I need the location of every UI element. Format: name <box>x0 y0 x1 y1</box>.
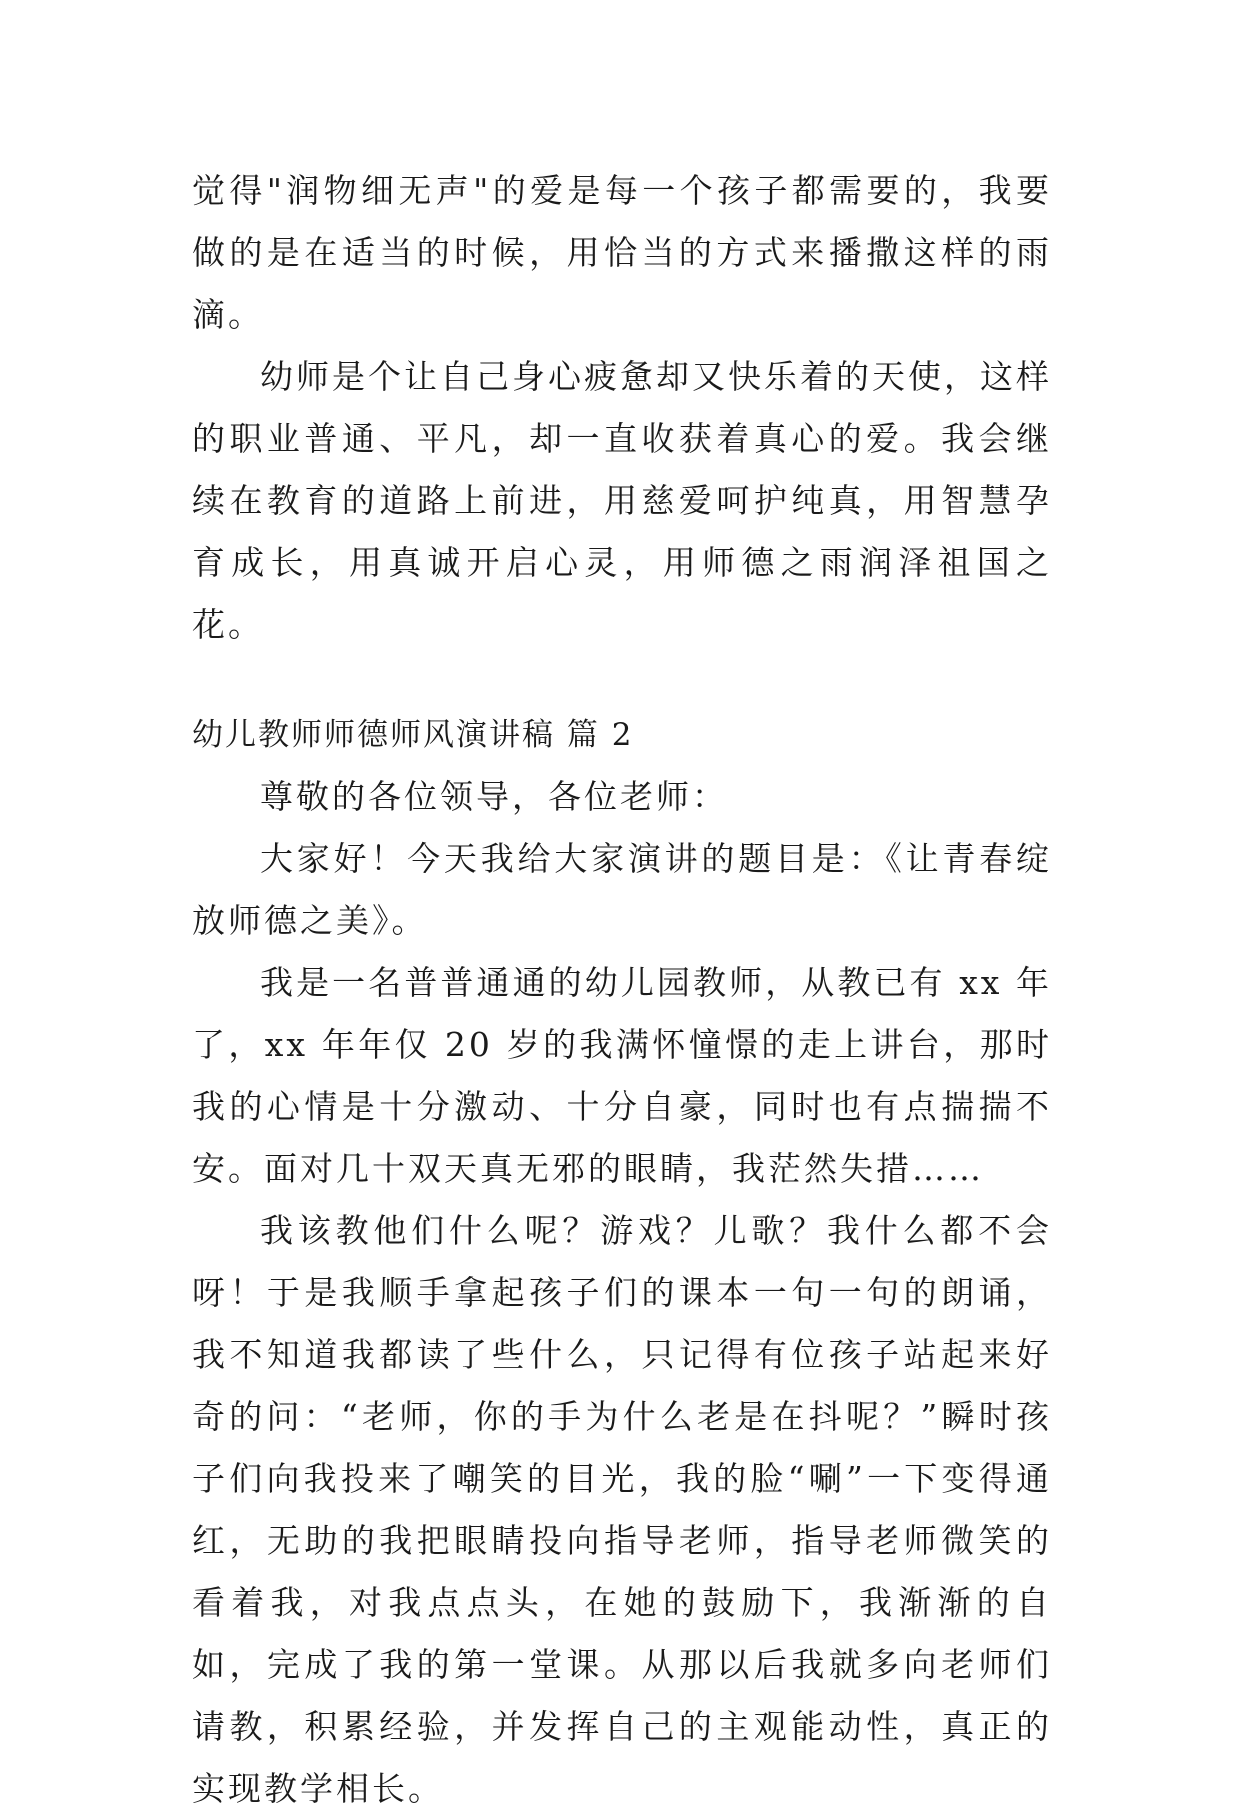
paragraph: 觉得"润物细无声"的爱是每一个孩子都需要的，我要做的是在适当的时候，用恰当的方式来播撒这样的雨滴。 <box>192 171 1052 334</box>
section-heading: 幼儿教师师德师风演讲稿 篇 2 <box>192 717 634 753</box>
paragraph: 大家好！今天我给大家演讲的题目是：《让青春绽放师德之美》。 <box>192 839 1052 940</box>
paragraph-salutation: 尊敬的各位领导，各位老师： <box>260 777 728 816</box>
document-body <box>192 160 1052 1820</box>
paragraph: 我是一名普普通通的幼儿园教师，从教已有 xx 年了，xx 年年仅 20 岁的我满怀憧憬的走上讲台，那时我的心情是十分激动、十分自豪，同时也有点揣揣不安。面对几十双天真无邪的眼睛，我茫然失措…… <box>192 963 1052 1188</box>
paragraph: 我该教他们什么呢？游戏？儿歌？我什么都不会呀！于是我顺手拿起孩子们的课本一句一句的朗诵，我不知道我都读了些什么，只记得有位孩子站起来好奇的问：“老师，你的手为什么老是在抖呢？”瞬时孩子们向我投来了嘲笑的目光，我的脸“唰”一下变得通红，无助的我把眼睛投向指导老师，指导老师微笑的看着我，对我点点头，在她的鼓励下，我渐渐的自如，完成了我的第一堂课。从那以后我就多向老师们请教，积累经验，并发挥自己的主观能动性，真正的实现教学相长。 <box>192 1211 1052 1808</box>
paragraph: 幼师是个让自己身心疲惫却又快乐着的天使，这样的职业普通、平凡，却一直收获着真心的爱。我会继续在教育的道路上前进，用慈爱呵护纯真，用智慧孕育成长，用真诚开启心灵，用师德之雨润泽祖国之花。 <box>192 357 1052 644</box>
